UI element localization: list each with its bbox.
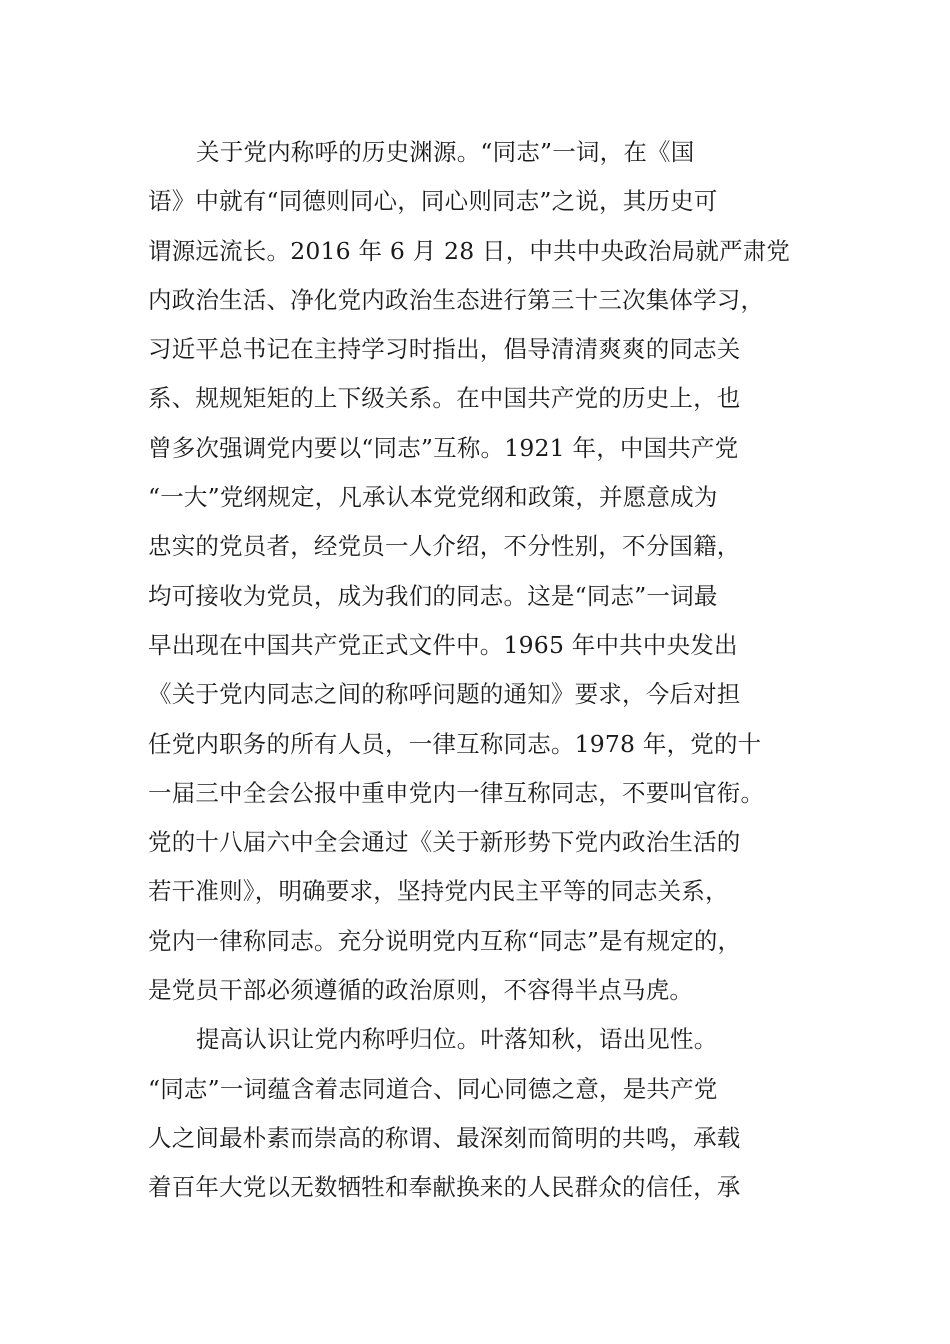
text-line: 关于党内称呼的历史渊源。“同志”一词，在《国 — [196, 138, 695, 166]
text-line: 若干准则》，明确要求，坚持党内民主平等的同志关系， — [148, 877, 729, 906]
text-line: 党的十八届六中全会通过《关于新形势下党内政治生活的 — [148, 828, 741, 857]
text-line: 曾多次强调党内要以“同志”互称。1921 年，中国共产党 — [148, 433, 739, 462]
text-line: 习近平总书记在主持学习时指出，倡导清清爽爽的同志关 — [148, 335, 741, 364]
text-line: 《关于党内同志之间的称呼问题的通知》要求，今后对担 — [148, 680, 741, 709]
text-line: 系、规规矩矩的上下级关系。在中国共产党的历史上，也 — [148, 384, 741, 413]
text-line: 一届三中全会公报中重申党内一律互称同志，不要叫官衔。 — [148, 778, 765, 807]
text-line: 忠实的党员者，经党员一人介绍，不分性别，不分国籍， — [148, 532, 741, 561]
text-line: 人之间最朴素而崇高的称谓、最深刻而简明的共鸣，承载 — [148, 1123, 741, 1152]
text-line: 谓源远流长。2016 年 6 月 28 日，中共中央政治局就严肃党 — [148, 236, 791, 265]
paragraph-history-of-address — [148, 128, 808, 1015]
text-line: “同志”一词蕴含着志同道合、同心同德之意，是共产党 — [148, 1074, 718, 1103]
text-line: 内政治生活、净化党内政治生态进行第三十三次集体学习， — [148, 285, 765, 314]
paragraph-raise-awareness — [148, 1015, 808, 1212]
text-line: 任党内职务的所有人员，一律互称同志。1978 年，党的十 — [148, 729, 762, 758]
text-line: 着百年大党以无数牺牲和奉献换来的人民群众的信任，承 — [148, 1173, 741, 1202]
document-body — [148, 128, 808, 1213]
text-line: 均可接收为党员，成为我们的同志。这是“同志”一词最 — [148, 581, 718, 610]
text-line: 早出现在中国共产党正式文件中。1965 年中共中央发出 — [148, 630, 738, 659]
text-line: “一大”党纲规定，凡承认本党党纲和政策，并愿意成为 — [148, 483, 718, 512]
text-line: 是党员干部必须遵循的政治原则，不容得半点马虎。 — [148, 976, 694, 1005]
text-line: 提高认识让党内称呼归位。叶落知秋，语出见性。 — [196, 1025, 718, 1054]
text-line: 语》中就有“同德则同心，同心则同志”之说，其历史可 — [148, 187, 718, 216]
text-line: 党内一律称同志。充分说明党内互称“同志”是有规定的， — [148, 926, 742, 955]
